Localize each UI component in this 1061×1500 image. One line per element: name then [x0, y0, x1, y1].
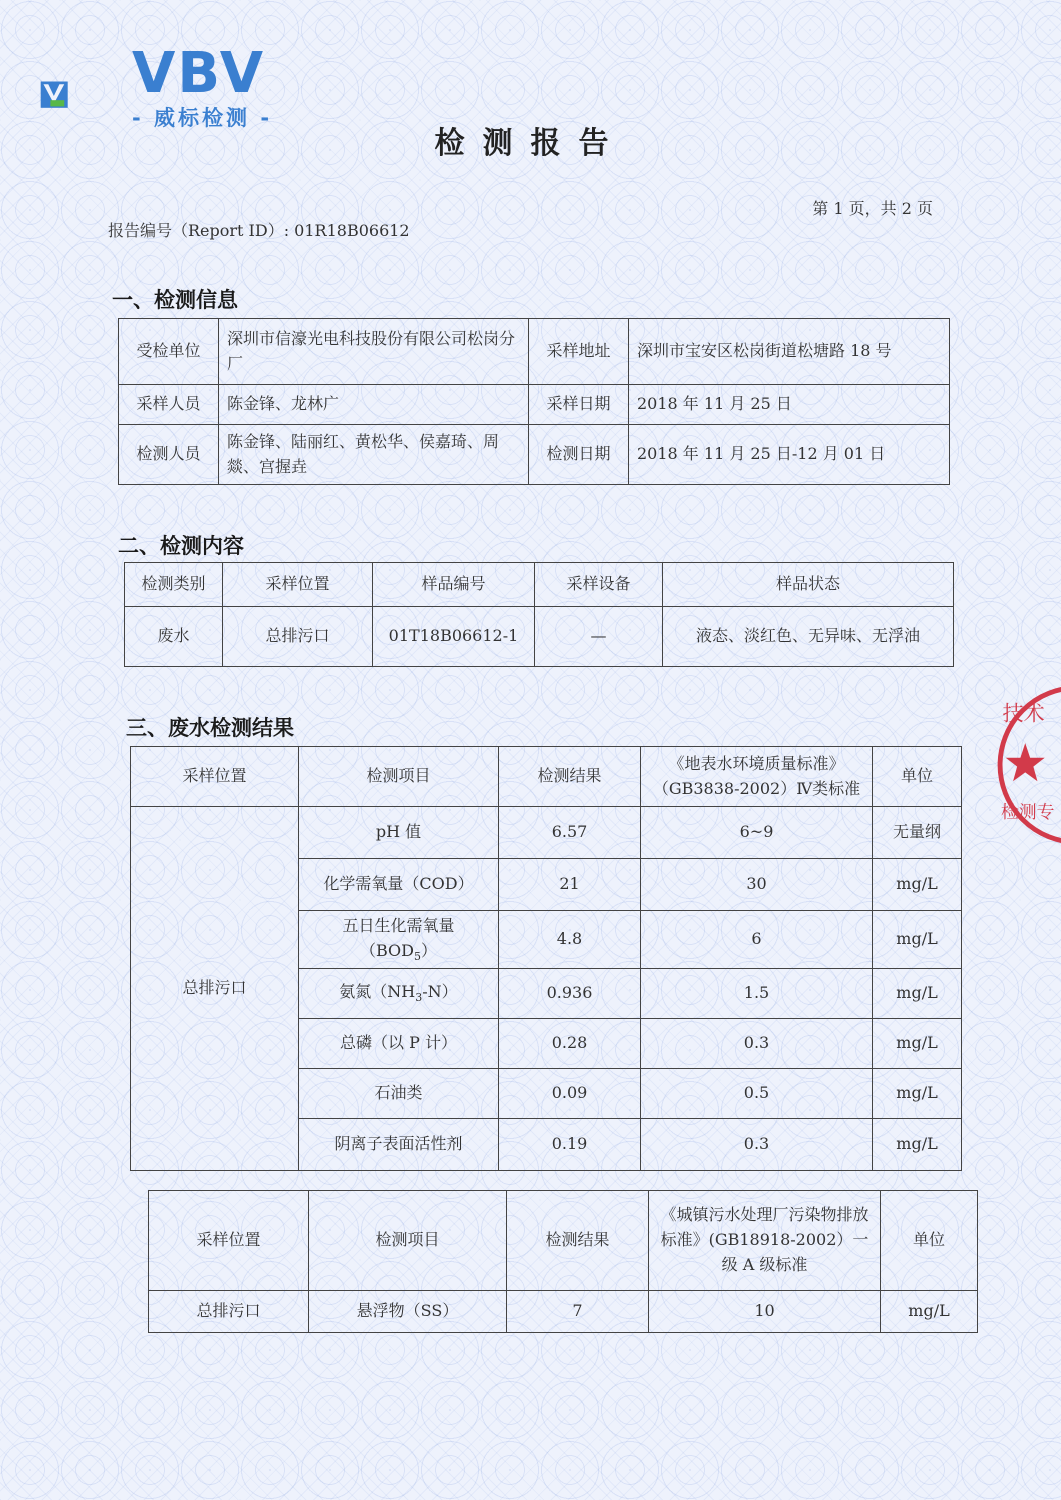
header-cell: 检测结果	[499, 747, 641, 807]
result-cell: 6.57	[499, 807, 641, 859]
header-cell: 《地表水环境质量标准》（GB3838-2002）Ⅳ类标准	[641, 747, 873, 807]
unit-cell: mg/L	[873, 859, 962, 911]
location-cell: 总排污口	[149, 1291, 309, 1333]
unit-cell: mg/L	[873, 1019, 962, 1069]
item-cell: 化学需氧量（COD）	[299, 859, 499, 911]
item-cell: 悬浮物（SS）	[309, 1291, 507, 1333]
standard-cell: 10	[649, 1291, 881, 1333]
header-cell: 检测项目	[299, 747, 499, 807]
standard-cell: 0.3	[641, 1019, 873, 1069]
label-cell: 采样地址	[529, 319, 629, 385]
unit-cell: mg/L	[873, 911, 962, 969]
result-cell: 0.09	[499, 1069, 641, 1119]
cell: 废水	[125, 607, 223, 667]
header-cell: 单位	[881, 1191, 978, 1291]
label-cell: 检测人员	[119, 425, 219, 485]
page-info: 第 1 页，共 2 页	[812, 199, 933, 218]
table-row	[131, 807, 962, 859]
standard-cell: 6~9	[641, 807, 873, 859]
result-cell: 0.28	[499, 1019, 641, 1069]
unit-cell: mg/L	[881, 1291, 978, 1333]
report-title: 检测报告	[434, 126, 627, 161]
section-title-content: 二、检测内容	[118, 534, 244, 558]
section-title-info: 一、检测信息	[112, 288, 238, 312]
cell: 液态、淡红色、无异味、无浮油	[663, 607, 954, 667]
table-row	[119, 425, 950, 485]
table-row	[119, 319, 950, 385]
header-cell: 检测项目	[309, 1191, 507, 1291]
standard-cell: 0.5	[641, 1069, 873, 1119]
item-cell: pH 值	[299, 807, 499, 859]
report-id: 报告编号（Report ID）: 01R18B06612	[108, 221, 410, 240]
standard-cell: 6	[641, 911, 873, 969]
header-cell: 检测结果	[507, 1191, 649, 1291]
unit-cell: mg/L	[873, 969, 962, 1019]
label-cell: 采样日期	[529, 385, 629, 425]
header-cell: 采样位置	[223, 563, 373, 607]
value-cell: 陈金锋、龙林广	[219, 385, 529, 425]
results-table	[130, 746, 962, 1171]
unit-cell: mg/L	[873, 1119, 962, 1171]
info-table	[118, 318, 950, 485]
table-header-row	[125, 563, 954, 607]
value-cell: 深圳市信濠光电科技股份有限公司松岗分厂	[219, 319, 529, 385]
result-cell: 4.8	[499, 911, 641, 969]
header-cell: 样品编号	[373, 563, 535, 607]
header-cell: 单位	[873, 747, 962, 807]
item-cell: 石油类	[299, 1069, 499, 1119]
standard-cell: 30	[641, 859, 873, 911]
unit-cell: mg/L	[873, 1069, 962, 1119]
item-cell: 五日生化需氧量 $(BOD_5)$	[299, 911, 499, 969]
header-cell: 样品状态	[663, 563, 954, 607]
item-cell: 氨氮$(NH_3-N)$	[299, 969, 499, 1019]
logo-text: VBV	[132, 41, 266, 106]
header-cell: 检测类别	[125, 563, 223, 607]
header-cell: 采样设备	[535, 563, 663, 607]
table-row	[149, 1291, 978, 1333]
cell: 01T18B06612-1	[373, 607, 535, 667]
official-seal-icon	[996, 660, 1061, 870]
standard-cell: 0.3	[641, 1119, 873, 1171]
header-cell: 采样位置	[131, 747, 299, 807]
ss-table	[148, 1190, 978, 1333]
svg-text:检测专: 检测专	[1000, 801, 1055, 823]
result-cell: 0.936	[499, 969, 641, 1019]
logo-subtitle: - 威标检测 -	[132, 106, 273, 130]
svg-text:技术: 技术	[1002, 700, 1045, 726]
table-header-row	[149, 1191, 978, 1291]
value-cell: 2018 年 11 月 25 日	[629, 385, 950, 425]
table-row	[119, 385, 950, 425]
label-cell: 受检单位	[119, 319, 219, 385]
result-cell: 21	[499, 859, 641, 911]
section-title-results: 三、废水检测结果	[126, 716, 294, 740]
label-cell: 采样人员	[119, 385, 219, 425]
result-cell: 7	[507, 1291, 649, 1333]
value-cell: 2018 年 11 月 25 日-12 月 01 日	[629, 425, 950, 485]
header-cell: 采样位置	[149, 1191, 309, 1291]
label-cell: 检测日期	[529, 425, 629, 485]
value-cell: 深圳市宝安区松岗街道松塘路 18 号	[629, 319, 950, 385]
cell: 总排污口	[223, 607, 373, 667]
item-cell: 阴离子表面活性剂	[299, 1119, 499, 1171]
unit-cell: 无量纲	[873, 807, 962, 859]
content-table	[124, 562, 954, 667]
location-cell: 总排污口	[131, 807, 299, 1171]
value-cell: 陈金锋、陆丽红、黄松华、侯嘉琦、周燚、宫握垚	[219, 425, 529, 485]
result-cell: 0.19	[499, 1119, 641, 1171]
standard-cell: 1.5	[641, 969, 873, 1019]
cell: —	[535, 607, 663, 667]
header-cell: 《城镇污水处理厂污染物排放标准》(GB18918-2002）一级 A 级标准	[649, 1191, 881, 1291]
table-header-row	[131, 747, 962, 807]
item-cell: 总磷（以 P 计）	[299, 1019, 499, 1069]
table-row	[125, 607, 954, 667]
